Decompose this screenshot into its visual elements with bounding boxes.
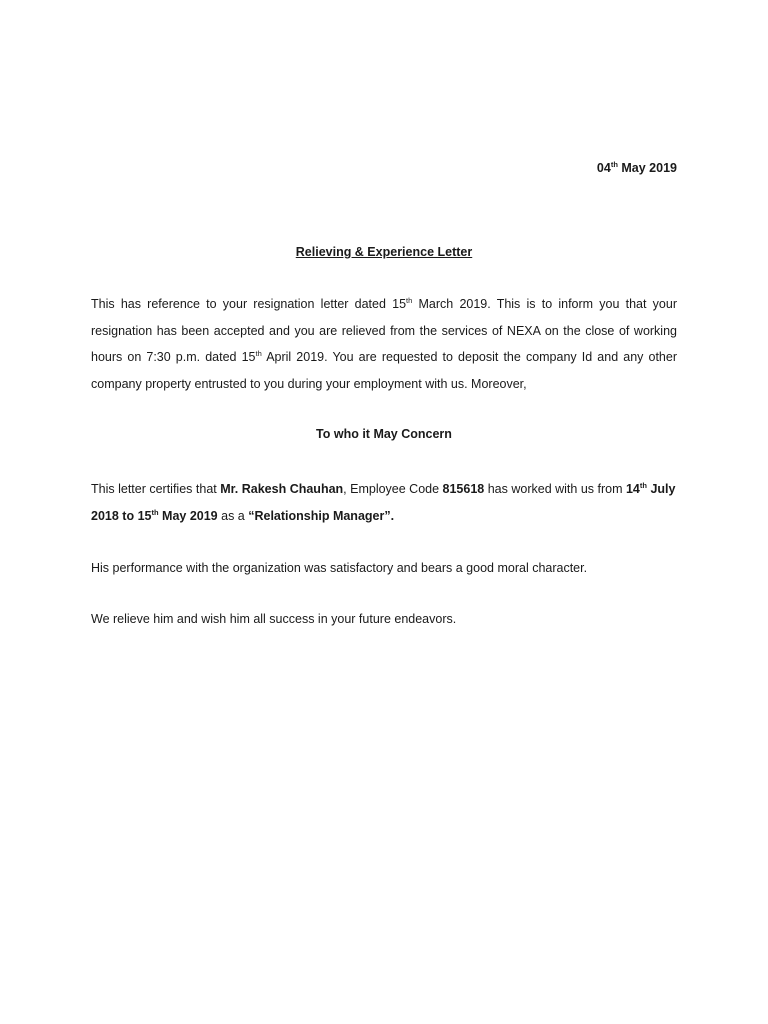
paragraph-performance: His performance with the organization was satisfactory and bears a good moral character. <box>91 561 588 575</box>
date-suffix: th <box>610 160 618 169</box>
paragraph-certification <box>91 476 677 529</box>
letter-date <box>597 161 677 175</box>
to-month-year: May 2019 <box>158 508 218 523</box>
para2-text-5: as a <box>217 508 249 523</box>
para1-text-2: March 2019. This is to inform you that your resignation has been accepted and you are relieved from the services of NEXA on the close of working hours on 7:30 p.m. dated 15 <box>91 297 678 364</box>
to-day: 15 <box>137 508 152 523</box>
para2-text-2: , Employee Code <box>343 482 443 496</box>
date-month-year: May 2019 <box>617 161 677 175</box>
from-suffix: th <box>639 481 647 490</box>
employee-name: Mr. Rakesh Chauhan <box>220 482 344 496</box>
from-month-year: July 2018 <box>91 482 676 523</box>
to-date <box>138 509 218 523</box>
para1-text-1: This has reference to your resignation letter dated 15 <box>91 297 407 311</box>
para2-text-3: has worked with us from <box>484 482 626 496</box>
para1-suffix-1: th <box>406 296 413 305</box>
paragraph-resignation <box>91 291 677 397</box>
date-day: 04 <box>596 161 611 175</box>
employee-role: “Relationship Manager”. <box>248 508 395 523</box>
para2-text-1: This letter certifies that <box>91 482 221 496</box>
para1-text-3: April 2019. You are requested to deposit the company Id and any other company property entrusted to you during your employment with us. Moreover, <box>91 350 677 391</box>
para2-text-4: to <box>118 508 138 523</box>
concern-heading: To who it May Concern <box>316 427 452 441</box>
from-day: 14 <box>625 482 640 496</box>
employee-code: 815618 <box>442 482 485 496</box>
letter-title: Relieving & Experience Letter <box>295 245 473 259</box>
to-suffix: th <box>151 507 159 517</box>
para1-suffix-2: th <box>255 349 262 358</box>
paragraph-closing: We relieve him and wish him all success in your future endeavors. <box>91 612 457 626</box>
